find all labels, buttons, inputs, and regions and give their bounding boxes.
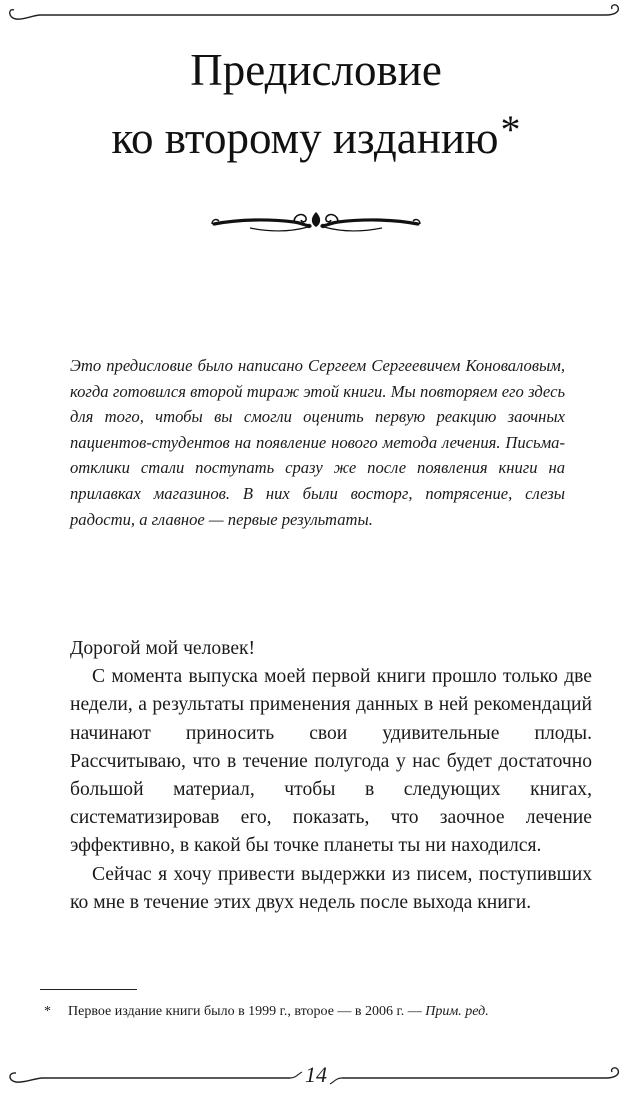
title-footnote-marker: *: [500, 107, 521, 152]
top-ornamental-rule: [0, 0, 632, 30]
footnote-text: Первое издание книги было в 1999 г., второе — в 2006 г. —: [68, 1004, 426, 1019]
salutation: Дорогой мой человек!: [70, 638, 256, 659]
ornament-flourish-icon: [210, 206, 422, 240]
body-paragraph-1: С момента выпуска моей первой книги прошло только две недели, а результаты применения данных в ней рекомендаций начинают приносить свои удивительные плоды. Рассчитываю, что в течение полугода у нас будет достаточно большой материал, чтобы в следующих книгах, систематизировав его, показать, что заочное лечение эффективно, в какой бы точке планеты ты ни находился.: [70, 666, 592, 857]
footnote: [44, 1003, 604, 1021]
title-line-1: Предисловие: [190, 45, 442, 95]
editor-intro-paragraph: Это предисловие было написано Сергеем Сергеевичем Коноваловым, когда готовился второй тираж этой книги. Мы повторяем его здесь для того, чтобы вы смогли оценить первую реакцию заочных пациентов-студентов на появление нового метода лечения. Письма-отклики стали поступать сразу же после появления книги на прилавках магазинов. В них были восторг, потрясение, слезы радости, а главное — первые результаты.: [70, 356, 565, 529]
page-title: [0, 40, 632, 168]
title-line-2: [0, 100, 632, 168]
title-line-2-text: ко второму изданию: [111, 113, 499, 163]
main-body-text: [70, 635, 592, 917]
footnote-marker: *: [44, 1004, 51, 1019]
footnote-editor-note: Прим. ред.: [425, 1004, 489, 1019]
page-number: 14: [305, 1062, 327, 1087]
footnote-divider: [40, 989, 137, 990]
body-paragraph-2: Сейчас я хочу привести выдержки из писем, поступивших ко мне в течение этих двух недель после выхода книги.: [70, 863, 592, 913]
